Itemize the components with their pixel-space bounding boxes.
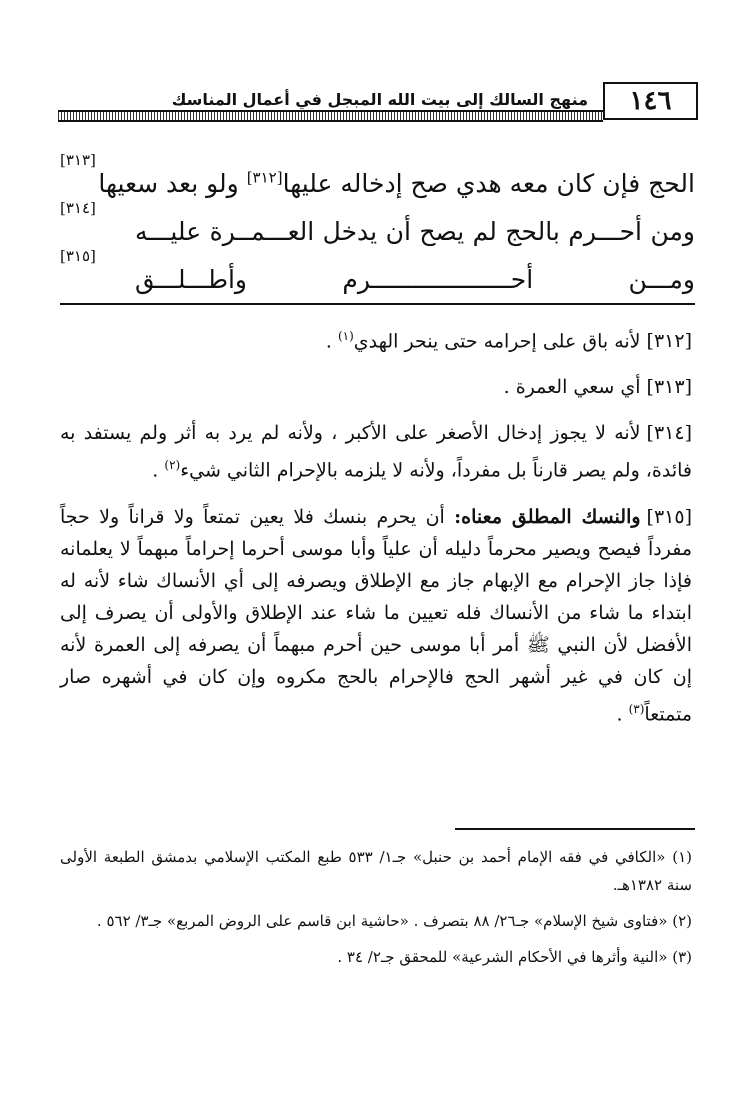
footnote-text: «فتاوى شيخ الإسلام» جـ٢٦/ ٨٨ بتصرف . «حاشية ابن قاسم على الروض المربع» جـ٣/ ٥٦٢ . xyxy=(96,912,668,930)
commentary-paragraph: [٣١٤]لأنه لا يجوز إدخال الأصغر على الأكبر ، ولأنه لم يرد به أثر ولم يستفد به فائدة، ولم يصر قارناً بل مفرداً، ولأنه لا يلزمه بالإحرام الثاني شيء$^{(٢)}$ . xyxy=(60,422,692,482)
footnote-mark: (٢) xyxy=(672,912,692,930)
verse-line xyxy=(60,151,695,208)
running-title: منهج السالك إلى بيت الله المبجل في أعمال المناسك xyxy=(171,90,588,109)
verse-ref: [٣١٣] xyxy=(60,151,96,169)
verse-line xyxy=(60,247,695,304)
footnotes xyxy=(60,843,692,979)
footnote-divider xyxy=(455,828,695,830)
page-header xyxy=(58,82,698,132)
footnote-marker[interactable]: (٢) xyxy=(164,458,181,473)
verse-divider xyxy=(60,303,695,305)
commentary-paragraph: [٣١٥]والنسك المطلق معناه: أن يحرم بنسك فلا يعين تمتعاً ولا قراناً ولا حجاً مفرداً فيصح ويصير محرماً دليله أن علياً وأبا موسى أحرما إحراماً مبهماً لا يعلمانه فإذا جاز الإحرام مع الإبهام جاز مع الإطلاق ويصرفه إلى أي الأنساك شاء لأنه له ابتداء ما شاء من الأنساك فله تعيين ما شاء عند الإطلاق والأولى أن يصرف إلى الأفضل لأن النبي ﷺ أمر أبا موسى حين أحرم مبهماً أن يصرفه إلى العمرة لأنه إن كان في غير أشهر الحج فالإحرام بالحج مكروه وإن كان في أشهره صار متمتعاً$^{(٣)}$ . xyxy=(60,505,692,725)
verse-ref: [٣١٤] xyxy=(60,199,96,217)
footnote-text: «النية وأثرها في الأحكام الشرعية» للمحقق جـ٢/ ٣٤ . xyxy=(337,948,668,966)
page-number: ١٤٦ xyxy=(603,82,698,120)
verse-ref: [٣١٥] xyxy=(60,247,96,265)
header-rule xyxy=(58,110,603,122)
commentary-ref: [٣١٥] xyxy=(646,505,692,528)
commentary-ref: [٣١٢] xyxy=(646,330,692,353)
verse-text: ومـــن أحـــــــــــــــــــرم وأطـــلـــق xyxy=(135,265,695,294)
commentary-ref: [٣١٣] xyxy=(646,376,692,399)
commentary-paragraph: [٣١٣]أي سعي العمرة . xyxy=(503,376,692,399)
verse-ref: [٣١٢] xyxy=(246,168,283,187)
commentary-lead: والنسك المطلق معناه: xyxy=(454,505,641,528)
footnote-marker[interactable]: (١) xyxy=(337,329,354,343)
verse-block xyxy=(60,151,695,304)
footnote-mark: (١) xyxy=(672,848,692,866)
commentary-paragraph: [٣١٢]لأنه باق على إحرامه حتى ينحر الهدي$^{(١)}$ . xyxy=(325,329,692,353)
verse-text: الحج فإن كان معه هدي صح إدخاله عليها[٣١٢] ولو بعد سعيها xyxy=(98,168,695,198)
footnote-marker[interactable]: (٣) xyxy=(628,701,645,716)
footnote-text: «الكافي في فقه الإمام أحمد بن حنبل» جـ١/ ٥٣٣ طبع المكتب الإسلامي بدمشق الطبعة الأولى سنة ١٣٨٢هـ. xyxy=(60,848,692,894)
commentary-ref: [٣١٤] xyxy=(646,422,692,445)
footnote-mark: (٣) xyxy=(672,948,692,966)
footnote xyxy=(60,843,692,899)
footnote xyxy=(60,907,692,935)
verse-text: ومن أحـــرم بالحج لم يصح أن يدخل العـــمــرة عليـــه xyxy=(135,217,695,246)
verse-line xyxy=(60,199,695,256)
commentary xyxy=(60,320,692,744)
footnote xyxy=(60,943,692,971)
